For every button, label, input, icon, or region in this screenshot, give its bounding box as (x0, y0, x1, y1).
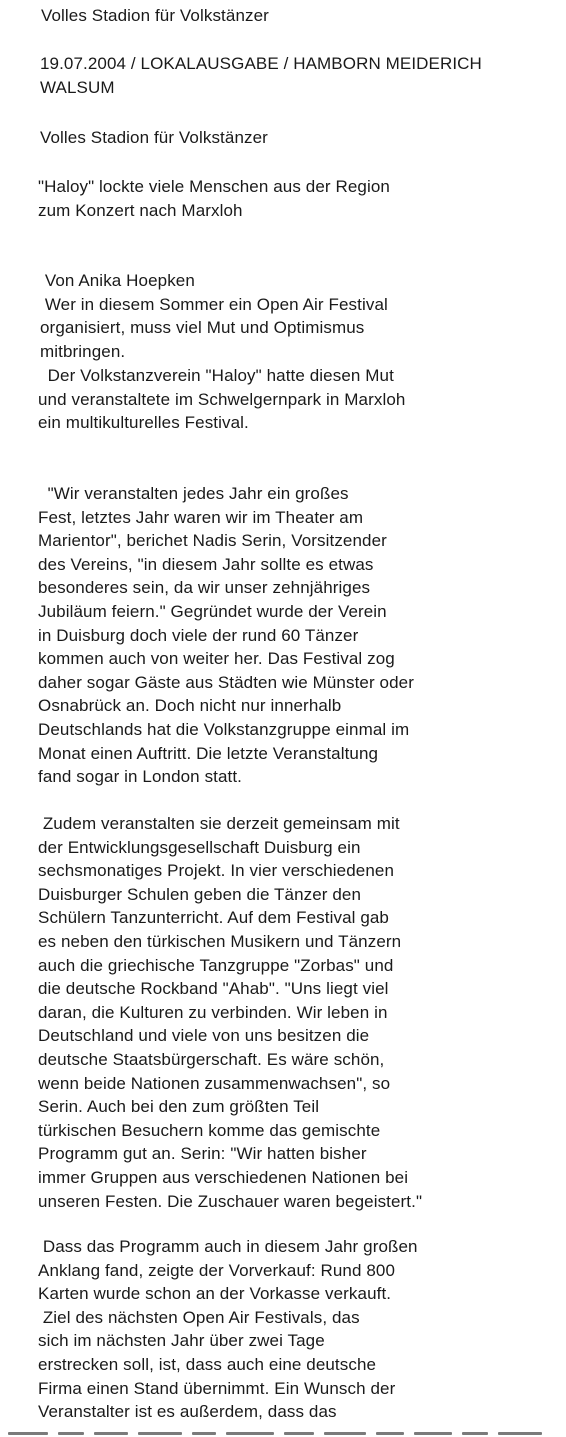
headline: Volles Stadion für Volkstänzer (40, 128, 268, 147)
paragraph-2: Der Volkstanzverein "Haloy" hatte diesen Mut und veranstaltete im Schwelgernpark in Marxloh ein multikulturelles Festival. (38, 366, 406, 433)
byline-and-intro: Von Anika Hoepken Wer in diesem Sommer ein Open Air Festival organisiert, muss viel Mut und Optimismus mitbringen. (40, 271, 388, 361)
header-meta: 19.07.2004 / LOKALAUSGABE / HAMBORN MEIDERICH WALSUM (40, 54, 482, 97)
paragraph-5: Dass das Programm auch in diesem Jahr großen Anklang fand, zeigte der Vorverkauf: Rund 800 Karten wurde schon an der Vorkasse verkauft. Ziel des nächsten Open Air Festivals, das sich im nächsten Jahr über zwei Tage erstrecken soll, ist, dass auch eine deutsche Firma einen Stand übernimmt. Ein Wunsch der Veranstalter ist es außerdem, dass das (38, 1237, 418, 1422)
scan-edge-artifact (0, 1428, 566, 1437)
subheadline: "Haloy" lockte viele Menschen aus der Region zum Konzert nach Marxloh (38, 177, 390, 220)
header-title: Volles Stadion für Volkstänzer (41, 6, 269, 25)
paragraph-3: "Wir veranstalten jedes Jahr ein großes Fest, letztes Jahr waren wir im Theater am Marientor", berichet Nadis Serin, Vorsitzender des Vereins, "in diesem Jahr sollte es etwas besonderes sein, da wir unser zehnjähriges Jubiläum feiern." Gegründet wurde der Verein in Duisburg doch viele der rund 60 Tänzer kommen auch von weiter her. Das Festival zog daher sogar Gäste aus Städten wie Münster oder Osnabrück an. Doch nicht nur innerhalb Deutschlands hat die Volkstanzgruppe einmal im Monat einen Auftritt. Die letzte Veranstaltung fand sogar in London statt. (38, 484, 414, 787)
paragraph-4: Zudem veranstalten sie derzeit gemeinsam mit der Entwicklungsgesellschaft Duisburg ein sechsmonatiges Projekt. In vier verschiedenen Duisburger Schulen geben die Tänzer den Schülern Tanzunterricht. Auf dem Festival gab es neben den türkischen Musikern und Tänzern auch die griechische Tanzgruppe "Zorbas" und die deutsche Rockband "Ahab". "Uns liegt viel daran, die Kulturen zu verbinden. Wir leben in Deutschland und viele von uns besitzen die deutsche Staatsbürgerschaft. Es wäre schön, wenn beide Nationen zusammenwachsen", so Serin. Auch bei den zum größten Teil türkischen Besuchern komme das gemischte Programm gut an. Serin: "Wir hatten bisher immer Gruppen aus verschiedenen Nationen bei unseren Festen. Die Zuschauer waren begeistert." (38, 814, 423, 1211)
